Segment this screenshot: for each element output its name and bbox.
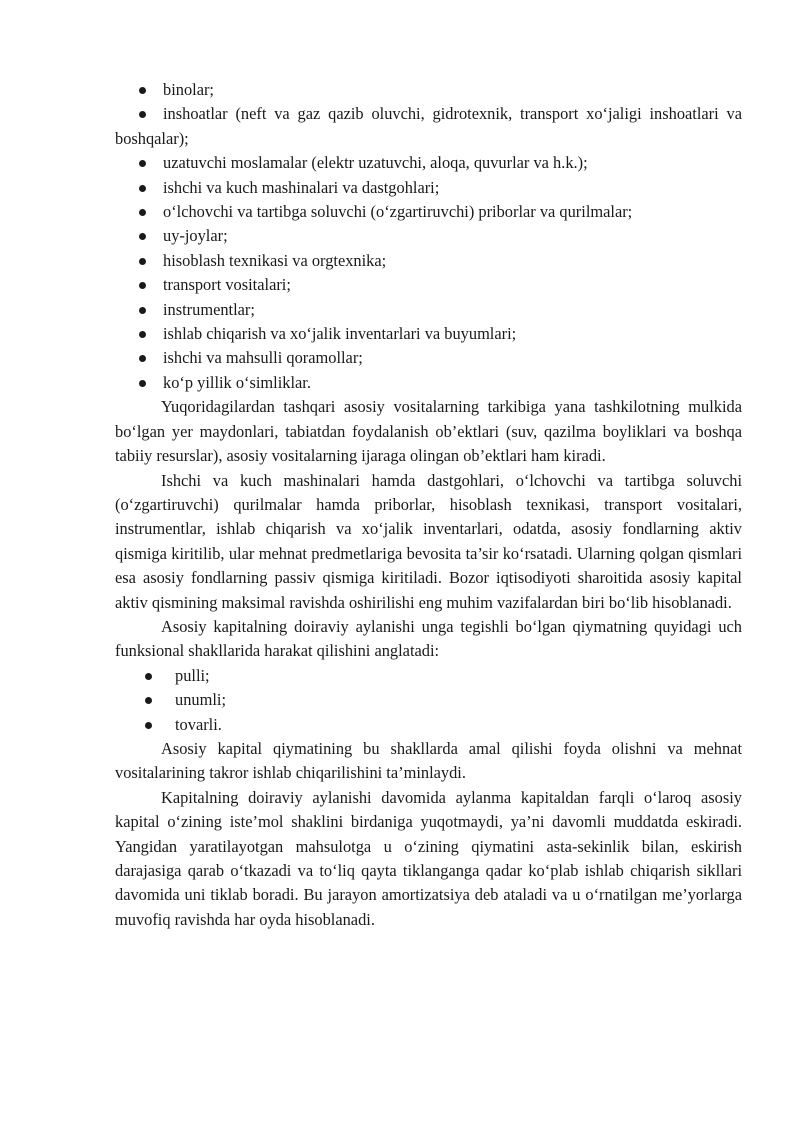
list-item: ishlab chiqarish va xo‘jalik inventarlari va buyumlari; [115, 322, 742, 346]
bullet-icon [139, 185, 146, 192]
asset-types-list [115, 78, 742, 395]
bullet-icon [139, 233, 146, 240]
list-item: instrumentlar; [115, 298, 742, 322]
list-item: ishchi va mahsulli qoramollar; [115, 346, 742, 370]
paragraph: Ishchi va kuch mashinalari hamda dastgohlari, o‘lchovchi va tartibga soluvchi (o‘zgartiruvchi) qurilmalar hamda priborlar, hisoblash texnikasi, transport vositalari, instrumentlar, ishlab chiqarish va xo‘jalik inventarlari, odatda, asosiy fondlarning aktiv qismiga kiritilib, ular mehnat predmetlariga bevosita ta’sir ko‘rsatadi. Ularning qolgan qismlari esa asosiy fondlarning passiv qismiga kiritiladi. Bozor iqtisodiyoti sharoitida asosiy kapital aktiv qismining maksimal ravishda oshirilishi eng muhim vazifalardan biri bo‘lib hisoblanadi. [115, 470, 742, 612]
list-item: hisoblash texnikasi va orgtexnika; [115, 249, 742, 273]
bullet-icon [139, 209, 146, 216]
list-item: ko‘p yillik o‘simliklar. [115, 371, 742, 395]
bullet-icon [139, 307, 146, 314]
bullet-icon [145, 722, 152, 729]
list-item: o‘lchovchi va tartibga soluvchi (o‘zgartiruvchi) priborlar va qurilmalar; [115, 200, 742, 224]
bullet-icon [139, 331, 146, 338]
bullet-icon [139, 258, 146, 265]
bullet-icon [145, 673, 152, 680]
list-item: uzatuvchi moslamalar (elektr uzatuvchi, aloqa, quvurlar va h.k.); [115, 151, 742, 175]
bullet-icon [139, 160, 146, 167]
document-page [115, 78, 742, 932]
list-item: uy-joylar; [115, 224, 742, 248]
list-item: tovarli. [115, 713, 742, 737]
list-item: ishchi va kuch mashinalari va dastgohlari; [115, 176, 742, 200]
list-item: inshoatlar (neft va gaz qazib oluvchi, gidrotexnik, transport xo‘jaligi inshoatlari va boshqalar); [115, 104, 742, 148]
paragraph: Yuqoridagilardan tashqari asosiy vositalarning tarkibiga yana tashkilotning mulkida bo‘lgan yer maydonlari, tabiatdan foydalanish ob’ektlari (suv, qazilma boyliklari va boshqa tabiiy resurslar), asosiy vositalarning ijaraga olingan ob’ektlari ham kiradi. [115, 397, 742, 466]
bullet-icon [139, 380, 146, 387]
bullet-icon [139, 87, 146, 94]
bullet-icon [139, 282, 146, 289]
bullet-icon [139, 355, 146, 362]
capital-forms-list [115, 664, 742, 737]
paragraph: Asosiy kapitalning doiraviy aylanishi unga tegishli bo‘lgan qiymatning quyidagi uch funksional shakllarida harakat qilishini anglatadi: [115, 616, 742, 661]
list-item: pulli; [115, 664, 742, 688]
bullet-icon [145, 697, 152, 704]
list-item: binolar; [115, 78, 742, 102]
list-item: unumli; [115, 688, 742, 712]
paragraph: Asosiy kapital qiymatining bu shakllarda amal qilishi foyda olishni va mehnat vositalarining takror ishlab chiqarilishini ta’minlaydi. [115, 738, 742, 783]
paragraph: Kapitalning doiraviy aylanishi davomida aylanma kapitaldan farqli o‘laroq asosiy kapital o‘zining iste’mol shaklini birdaniga yuqotmaydi, ya’ni davomli muddatda eskiradi. Yangidan yaratilayotgan mahsulotga u o‘zining qiymatini asta-sekinlik bilan, eskirish darajasiga qarab o‘tkazadi va to‘liq qayta tiklanganga qadar ko‘plab ishlab chiqarish sikllari davomida uni tiklab boradi. Bu jarayon amortizatsiya deb ataladi va u o‘rnatilgan me’yorlarga muvofiq ravishda har oyda hisoblanadi. [115, 787, 742, 929]
list-item: transport vositalari; [115, 273, 742, 297]
bullet-icon [139, 111, 146, 118]
